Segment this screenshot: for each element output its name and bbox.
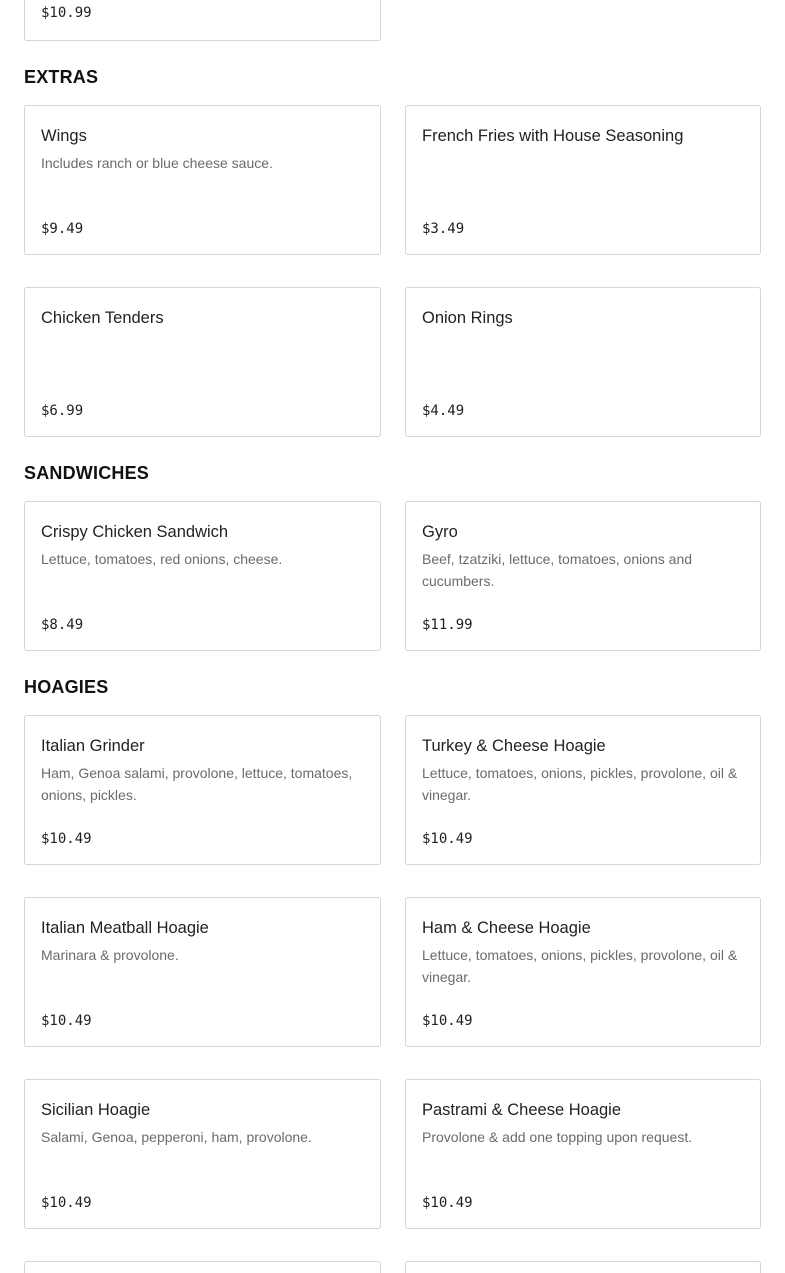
menu-item-chicken-tenders[interactable] bbox=[24, 287, 381, 437]
section-title-hoagies: HOAGIES bbox=[24, 677, 109, 697]
menu-item-ham-cheese-hoagie[interactable] bbox=[405, 897, 761, 1047]
menu-item-price: $6.99 bbox=[41, 403, 84, 419]
menu-item-description: Marinara & provolone. bbox=[41, 947, 179, 963]
menu-item-name: Wings bbox=[41, 127, 87, 145]
menu-item-description: Salami, Genoa, pepperoni, ham, provolone. bbox=[41, 1129, 312, 1145]
menu-item-price: $11.99 bbox=[422, 617, 473, 633]
menu-item-description: Ham, Genoa salami, provolone, lettuce, tomatoes, onions, pickles. bbox=[41, 765, 353, 803]
menu-item-pastrami-cheese-hoagie[interactable] bbox=[405, 1079, 761, 1229]
menu-item-italian-grinder[interactable] bbox=[24, 715, 381, 865]
menu-item-name: Chicken Tenders bbox=[41, 309, 164, 327]
menu-item-price: $10.49 bbox=[422, 1195, 473, 1211]
menu-item-card[interactable] bbox=[24, 0, 381, 41]
menu-item-description: Provolone & add one topping upon request. bbox=[422, 1129, 693, 1145]
menu-item-price: $10.49 bbox=[41, 1013, 92, 1029]
menu-item-price: $10.49 bbox=[422, 831, 473, 847]
menu-item-name: Ham & Cheese Hoagie bbox=[422, 919, 591, 937]
menu-item-sicilian-hoagie[interactable] bbox=[24, 1079, 381, 1229]
menu-item-price: $10.49 bbox=[41, 1195, 92, 1211]
menu-item-wings[interactable] bbox=[24, 105, 381, 255]
menu-item-price: $8.49 bbox=[41, 617, 84, 633]
section-hoagies bbox=[24, 715, 761, 1229]
section-sandwiches bbox=[24, 501, 761, 651]
menu-item-price: $3.49 bbox=[422, 221, 465, 237]
menu-item-name: Pastrami & Cheese Hoagie bbox=[422, 1101, 622, 1119]
menu-item-name: Gyro bbox=[422, 523, 458, 541]
menu-item-price: $10.49 bbox=[41, 831, 92, 847]
menu-item-crispy-chicken-sandwich[interactable] bbox=[24, 501, 381, 651]
menu-item-price: $9.49 bbox=[41, 221, 84, 237]
menu-item-name: Turkey & Cheese Hoagie bbox=[422, 737, 606, 755]
menu-row-partial-top bbox=[24, 0, 761, 41]
section-title-sandwiches: SANDWICHES bbox=[24, 463, 150, 483]
menu-item-price: $10.99 bbox=[41, 5, 92, 21]
section-extras bbox=[24, 105, 761, 437]
menu-item-onion-rings[interactable] bbox=[405, 287, 761, 437]
menu-item-italian-meatball-hoagie[interactable] bbox=[24, 897, 381, 1047]
menu-item-description: Beef, tzatziki, lettuce, tomatoes, onions and cucumbers. bbox=[422, 551, 693, 589]
menu-item-turkey-cheese-hoagie[interactable] bbox=[405, 715, 761, 865]
menu-item-name: Italian Grinder bbox=[41, 737, 145, 755]
section-title-extras: EXTRAS bbox=[24, 67, 99, 87]
menu-item-name: Sicilian Hoagie bbox=[41, 1101, 151, 1119]
menu-item-name: Italian Meatball Hoagie bbox=[41, 919, 209, 937]
menu-item-description: Lettuce, tomatoes, onions, pickles, provolone, oil & vinegar. bbox=[422, 765, 738, 803]
menu-item-price: $10.49 bbox=[422, 1013, 473, 1029]
menu-item-description: Lettuce, tomatoes, red onions, cheese. bbox=[41, 551, 283, 567]
menu-item-gyro[interactable] bbox=[405, 501, 761, 651]
menu-item-description: Includes ranch or blue cheese sauce. bbox=[41, 155, 273, 171]
menu-item-name: Onion Rings bbox=[422, 309, 513, 327]
menu-item-description: Lettuce, tomatoes, onions, pickles, provolone, oil & vinegar. bbox=[422, 947, 738, 985]
menu-item-price: $4.49 bbox=[422, 403, 465, 419]
menu-item-name: Crispy Chicken Sandwich bbox=[41, 523, 229, 541]
menu-item-name: French Fries with House Seasoning bbox=[422, 127, 684, 145]
menu-item-french-fries[interactable] bbox=[405, 105, 761, 255]
